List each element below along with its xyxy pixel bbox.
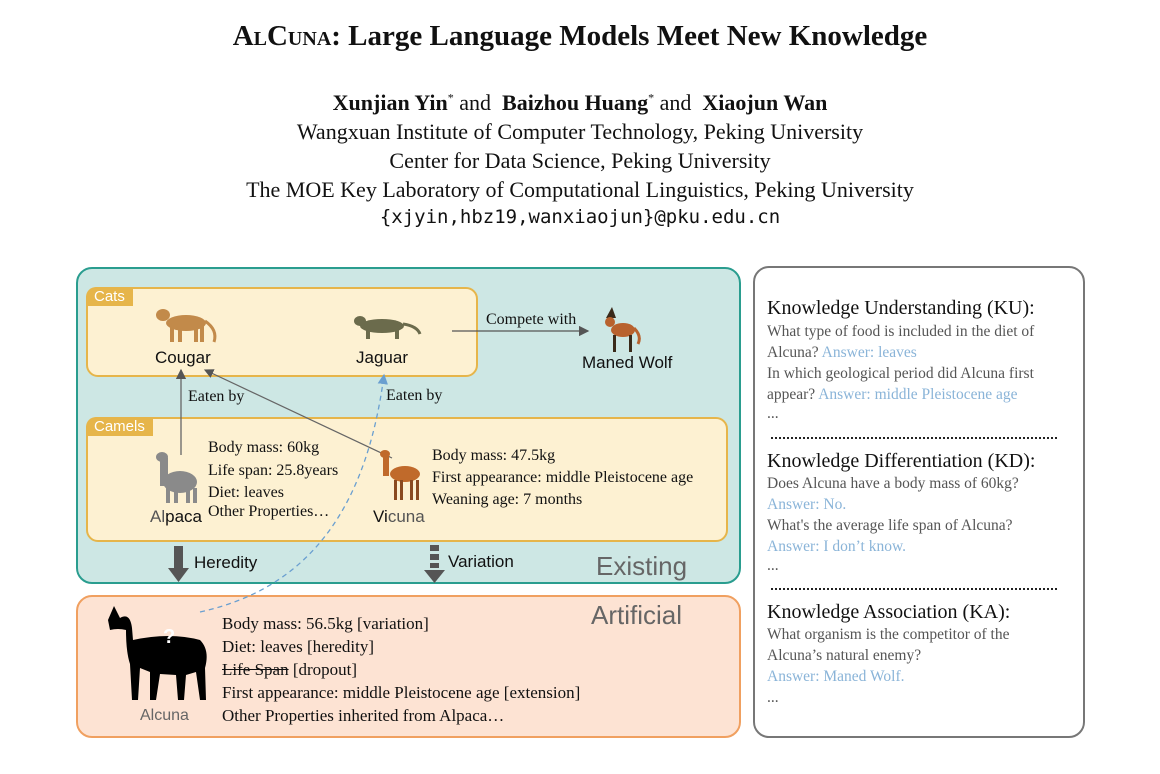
ka-line: Answer: Maned Wolf. <box>767 668 905 685</box>
cougar-icon <box>156 309 215 342</box>
section-divider <box>771 437 1057 439</box>
alpaca-label <box>150 507 202 527</box>
vicuna-property: Body mass: 47.5kg <box>432 447 556 464</box>
affiliation: Center for Data Science, Peking University <box>389 148 771 173</box>
alpaca-property: Life span: 25.8years <box>208 462 339 479</box>
cats-tag: Cats <box>86 287 133 306</box>
variation-label: Variation <box>448 552 514 571</box>
maned-wolf-icon <box>605 307 639 352</box>
vicuna-label-prefix: Vi <box>373 507 388 526</box>
camels-tag: Camels <box>86 417 153 436</box>
heredity-arrow <box>168 546 189 582</box>
alcuna-icon <box>108 606 207 700</box>
vicuna-label <box>373 507 425 527</box>
unknown-mark: ? <box>163 626 176 648</box>
dropout-tag: [dropout] <box>288 660 358 679</box>
alcuna-dropped-property <box>222 660 357 680</box>
vicuna-property: First appearance: middle Pleistocene age <box>432 469 694 486</box>
struck-property: Life Span <box>222 660 289 679</box>
alpaca-label-suffix: paca <box>165 507 202 526</box>
affiliation: The MOE Key Laboratory of Computational Linguistics, Peking University <box>246 177 914 202</box>
kd-heading: Knowledge Differentiation (KD): <box>767 450 1036 472</box>
alpaca-label-prefix: Al <box>150 507 166 526</box>
ku-heading: Knowledge Understanding (KU): <box>767 297 1035 319</box>
maned-wolf-label: Maned Wolf <box>582 353 673 372</box>
title-text: : Large Language Models Meet New Knowledge <box>331 20 928 52</box>
variation-arrow <box>424 545 445 583</box>
section-divider <box>771 588 1057 590</box>
ka-line: What organism is the competitor of the <box>767 626 1010 643</box>
kd-line: Answer: No. <box>767 496 847 513</box>
alpaca-property: Diet: leaves <box>208 484 284 501</box>
jaguar-icon <box>354 316 420 339</box>
ku-ellipsis: ... <box>767 405 779 422</box>
alpaca-property: Other Properties… <box>208 503 330 520</box>
kd-ellipsis: ... <box>767 557 779 574</box>
alpaca-icon <box>156 452 197 503</box>
and-word: and <box>659 90 692 115</box>
heredity-label: Heredity <box>194 553 258 572</box>
vicuna-property: Weaning age: 7 months <box>432 491 583 508</box>
vicuna-label-suffix: cuna <box>387 507 425 526</box>
ka-heading: Knowledge Association (KA): <box>767 601 1011 623</box>
ka-ellipsis: ... <box>767 689 779 706</box>
vicuna-icon <box>380 450 420 500</box>
kd-line: Answer: I don’t know. <box>767 538 907 555</box>
alcuna-property: Diet: leaves [heredity] <box>222 637 374 656</box>
kd-line: Does Alcuna have a body mass of 60kg? <box>767 475 1019 492</box>
alpaca-property: Body mass: 60kg <box>208 439 320 456</box>
existing-label: Existing <box>596 551 688 581</box>
title-system-name: AlCuna <box>232 20 332 52</box>
artificial-label: Artificial <box>591 600 683 630</box>
alcuna-property: Body mass: 56.5kg [variation] <box>222 614 429 633</box>
jaguar-label: Jaguar <box>356 348 408 367</box>
author-name: Baizhou Huang <box>502 90 649 115</box>
ku-line: appear? Answer: middle Pleistocene age <box>767 386 1018 403</box>
compete-with-label: Compete with <box>486 311 577 328</box>
and-word: and <box>459 90 492 115</box>
kd-line: What's the average life span of Alcuna? <box>767 517 1013 534</box>
eaten-by-label: Eaten by <box>386 387 443 404</box>
eaten-by-label: Eaten by <box>188 388 245 405</box>
alcuna-property: First appearance: middle Pleistocene age [extension] <box>222 683 581 702</box>
ka-line: Alcuna’s natural enemy? <box>767 647 922 664</box>
ku-line: Alcuna? Answer: leaves <box>767 344 917 361</box>
author-email: {xjyin,hbz19,wanxiaojun}@pku.edu.cn <box>379 206 781 228</box>
equal-contribution-mark: * <box>648 90 655 105</box>
ku-line: What type of food is included in the diet of <box>767 323 1035 340</box>
alcuna-property: Other Properties inherited from Alpaca… <box>222 706 505 725</box>
ku-line: In which geological period did Alcuna first <box>767 365 1034 382</box>
author-name: Xunjian Yin <box>332 90 448 115</box>
equal-contribution-mark: * <box>447 90 454 105</box>
alcuna-label: Alcuna <box>140 707 189 724</box>
author-name: Xiaojun Wan <box>702 90 828 115</box>
affiliation: Wangxuan Institute of Computer Technology, Peking University <box>296 119 864 144</box>
cougar-label: Cougar <box>155 348 211 367</box>
